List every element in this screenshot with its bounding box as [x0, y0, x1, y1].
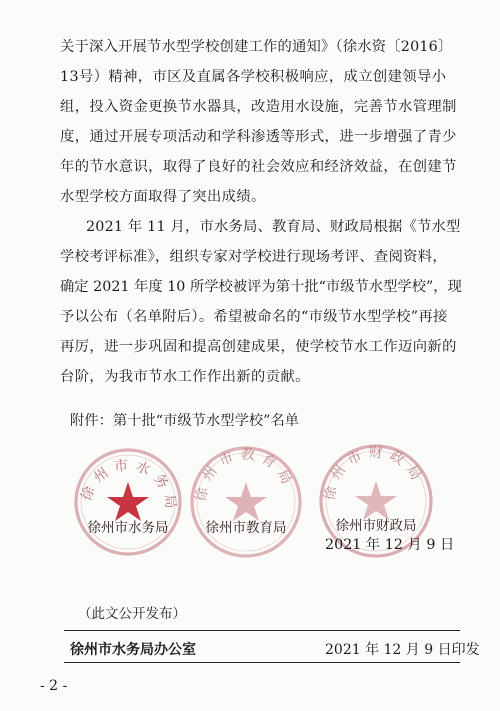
- body-paragraph-2: [60, 212, 460, 392]
- attachment-line: 附件：第十批“市级节水型学校”名单: [70, 413, 300, 429]
- body-paragraph-1: [60, 32, 460, 212]
- paragraph-line: 水型学校方面取得了突出成绩。: [60, 189, 266, 205]
- paragraph-line: 台阶，为我市节水工作作出新的贡献。: [60, 369, 310, 385]
- paragraph-line: 度，通过开展专项活动和学科渗透等形式，进一步增强了青少: [60, 129, 457, 145]
- paragraph-line: 2021 年 11 月，市水务局、教育局、财政局根据《节水型: [86, 219, 461, 235]
- footer-office: 徐州市水务局办公室: [70, 642, 196, 658]
- signature-date: 2021 年 12 月 9 日: [325, 537, 455, 553]
- footer-issue-date: 2021 年 12 月 9 日印发: [325, 642, 480, 658]
- paragraph-line: 再厉，进一步巩固和提高创建成果，使学校节水工作迈向新的: [60, 339, 457, 355]
- seal-graphic: [72, 446, 184, 558]
- page-number: - 2 -: [40, 678, 68, 694]
- seal-arc-text: 徐州市教育局: [193, 446, 298, 503]
- paragraph-line: 关于深入开展节水型学校创建工作的通知》（徐水资〔2016〕: [60, 39, 453, 55]
- paragraph-line: 年的节水意识，取得了良好的社会效应和经济效益，在创建节: [60, 159, 457, 175]
- water-bureau-seal: [72, 446, 184, 558]
- paragraph-line: 组，投入资金更换节水器具，改造用水设施，完善节水管理制: [60, 99, 457, 115]
- seal-label: 徐州市财政局: [335, 518, 417, 534]
- paragraph-line: 确定 2021 年度 10 所学校被评为第十批“市级节水型学校”，现: [60, 279, 462, 295]
- seal-label: 徐州市教育局: [205, 520, 287, 536]
- footer-top-rule: [64, 630, 460, 631]
- paragraph-line: 13号）精神，市区及直属各学校积极响应，成立创建领导小: [60, 69, 447, 85]
- public-notice: （此文公开发布）: [78, 606, 186, 622]
- education-bureau-seal: [188, 444, 304, 560]
- seal-arc-text: 徐州市财政局: [322, 444, 427, 502]
- footer-bottom-rule: [64, 662, 460, 663]
- seal-arc-text: 徐州市水务局: [78, 457, 179, 516]
- paragraph-line: 予以公布（名单附后）。希望被命名的“市级节水型学校”再接: [60, 309, 448, 325]
- seal-graphic: [188, 444, 304, 560]
- paragraph-line: 学校考评标准》，组织专家对学校进行现场考评、查阅资料，: [60, 249, 447, 265]
- seal-label: 徐州市水务局: [87, 520, 169, 536]
